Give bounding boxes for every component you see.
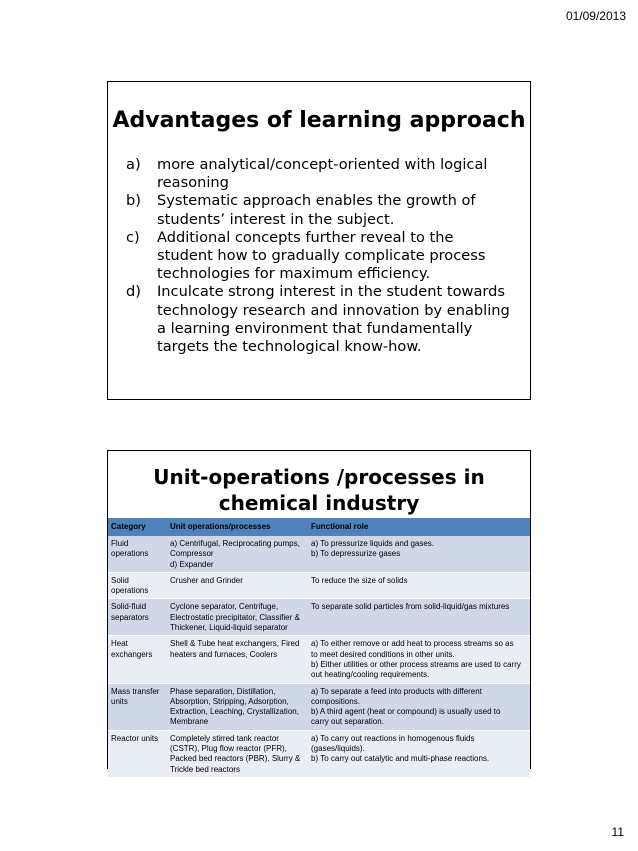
list-item-label: a) <box>126 156 141 173</box>
list-item <box>126 283 526 356</box>
slide-title <box>108 464 530 516</box>
table-row <box>108 683 530 730</box>
list-item <box>126 229 526 284</box>
table-row <box>108 599 530 636</box>
cell-text: Reactor units <box>111 733 159 743</box>
list-item-text: more analytical/concept-oriented with logical <box>157 156 488 173</box>
page-number: 11 <box>611 825 624 839</box>
cell-text: operations <box>111 549 149 559</box>
cell-text: a) To pressurize liquids and gases. <box>311 539 435 548</box>
cell-category <box>108 572 167 599</box>
cell-text: a) To separate a feed into products with different <box>311 686 482 696</box>
cell-role <box>308 572 530 599</box>
table-header-row <box>108 518 530 536</box>
cell-text: Solid <box>111 575 129 585</box>
cell-text: b) Either utilities or other process streams are used to carry <box>311 659 521 669</box>
cell-text: Heat <box>111 639 128 649</box>
cell-text: d) Expander <box>170 559 214 569</box>
cell-category <box>108 536 167 572</box>
cell-category <box>108 730 167 777</box>
cell-text: separators <box>111 612 149 622</box>
cell-role <box>308 730 530 777</box>
cell-text: Compressor <box>170 549 214 559</box>
cell-text: Absorption, Stripping, Adsorption, <box>170 696 289 706</box>
cell-text: units <box>111 696 128 706</box>
advantages-list <box>126 156 526 356</box>
cell-text: Packed bed reactors (PBR), Slurry & <box>170 754 301 764</box>
cell-text: To separate solid particles from solid-liquid/gas mixtures <box>311 602 510 612</box>
cell-operations <box>167 572 308 599</box>
list-item-label: c) <box>126 228 140 246</box>
cell-text: Shell & Tube heat exchangers, Fired <box>170 639 300 649</box>
list-item-text: student how to gradually complicate process <box>157 247 486 265</box>
cell-category <box>108 636 167 683</box>
cell-text: (CSTR), Plug flow reactor (PFR), <box>170 744 287 754</box>
print-date: 01/09/2013 <box>565 9 626 23</box>
table-row <box>108 536 530 572</box>
cell-text: carry out separation. <box>311 717 384 727</box>
column-header-role: Functional role <box>308 518 530 536</box>
cell-text: Mass transfer <box>111 686 160 696</box>
cell-operations <box>167 536 308 572</box>
list-item-text: students’ interest in the subject. <box>157 210 395 228</box>
cell-text: a) Centrifugal, Reciprocating pumps, <box>170 539 300 548</box>
cell-text: Extraction, Leaching, Crystallization, <box>170 707 299 717</box>
list-item-text: technology research and innovation by enabling <box>157 301 510 319</box>
unit-operations-table <box>108 518 530 778</box>
cell-category <box>108 683 167 730</box>
cell-text: b) A third agent (heat or compound) is usually used to <box>311 707 501 717</box>
slide-title: Advantages of learning approach <box>112 108 526 133</box>
list-item <box>126 156 526 192</box>
cell-text: Trickle bed reactors <box>170 764 240 774</box>
list-item-text: Systematic approach enables the growth of <box>157 192 476 210</box>
cell-text: (gases/liquids). <box>311 744 365 754</box>
list-item-text: Inculcate strong interest in the student towards <box>157 283 505 301</box>
table-row <box>108 636 530 683</box>
cell-operations <box>167 599 308 636</box>
cell-text: b) To carry out catalytic and multi-phase reactions. <box>311 754 490 764</box>
cell-text: Thickener, Liquid-liquid separator <box>170 623 288 633</box>
cell-text: Completely stirred tank reactor <box>170 733 279 743</box>
cell-text: out heating/cooling requirements. <box>311 670 430 680</box>
cell-text: Electrostatic precipitator, Classifier & <box>170 612 300 622</box>
cell-role <box>308 599 530 636</box>
cell-text: heaters and furnaces, Coolers <box>170 649 278 659</box>
cell-text: a) To either remove or add heat to process streams so as <box>311 639 514 649</box>
cell-role <box>308 683 530 730</box>
cell-operations <box>167 730 308 777</box>
cell-text: operations <box>111 586 149 596</box>
cell-text: exchangers <box>111 649 153 659</box>
cell-text: Fluid <box>111 539 129 548</box>
column-header-operations: Unit operations/processes <box>167 518 308 536</box>
cell-text: Solid-fluid <box>111 602 147 612</box>
cell-text: Phase separation, Distillation, <box>170 686 276 696</box>
cell-text: To reduce the size of solids <box>311 575 408 585</box>
table-row <box>108 572 530 599</box>
cell-text: b) To depressurize gases <box>311 549 401 559</box>
list-item-label: b) <box>126 192 141 210</box>
cell-text: Cyclone separator, Centrifuge, <box>170 602 279 612</box>
column-header-category: Category <box>108 518 167 536</box>
cell-text: to meet desired conditions in other units. <box>311 649 455 659</box>
cell-role <box>308 636 530 683</box>
cell-text: Crusher and Grinder <box>170 575 243 585</box>
cell-text: compositions. <box>311 696 360 706</box>
cell-category <box>108 599 167 636</box>
list-item-text: reasoning <box>157 174 229 192</box>
cell-role <box>308 536 530 572</box>
list-item-label: d) <box>126 283 141 301</box>
list-item-text: technologies for maximum efficiency. <box>157 265 431 283</box>
list-item-text: targets the technological know-how. <box>157 338 422 356</box>
slide-title-line: chemical industry <box>218 491 420 515</box>
slide-title-line: Unit-operations /processes in <box>153 465 485 489</box>
slide-unit-operations <box>107 450 531 774</box>
cell-text: Membrane <box>170 717 209 727</box>
list-item-text: Additional concepts further reveal to the <box>157 228 454 246</box>
list-item-text: a learning environment that fundamentally <box>157 319 473 337</box>
table-row <box>108 730 530 777</box>
cell-text: a) To carry out reactions in homogenous fluids <box>311 733 475 743</box>
list-item <box>126 192 526 228</box>
slide-advantages <box>107 81 531 400</box>
cell-operations <box>167 683 308 730</box>
cell-operations <box>167 636 308 683</box>
